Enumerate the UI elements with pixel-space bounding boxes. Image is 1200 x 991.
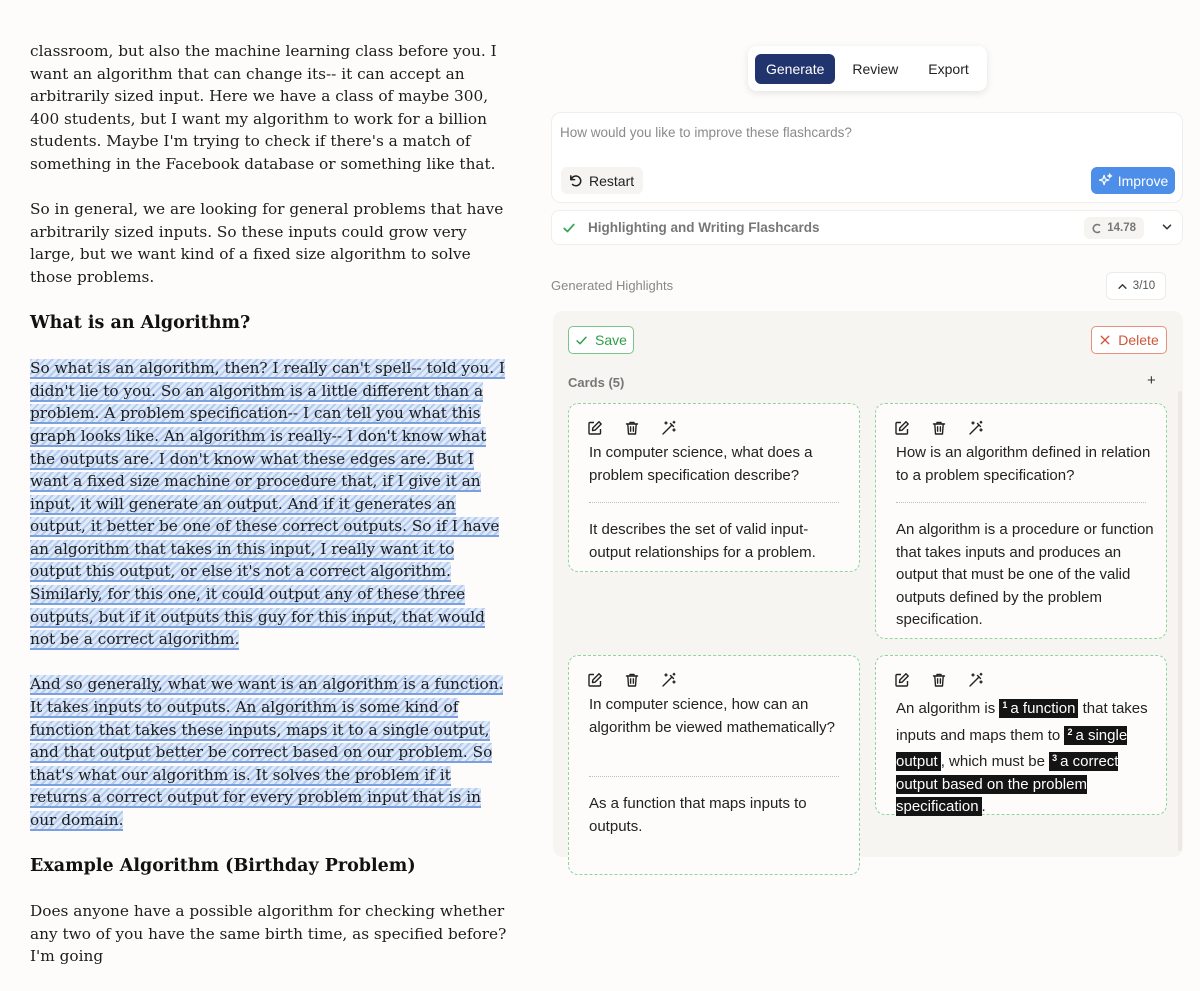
tab-export[interactable]: Export bbox=[928, 60, 969, 77]
paragraph-highlight-1[interactable] bbox=[30, 357, 510, 651]
improve-label: Improve bbox=[1117, 172, 1169, 189]
paragraph-classroom: classroom, but also the machine learning class before you. I want an algorithm that can change its-- it can accept an arbitrarily sized input. Here we have a class of maybe 300, 400 students, but I want my algorithm to work for a billion students. Maybe I'm trying to check if there's a match of something in the Facebook database or something like that. bbox=[30, 42, 497, 173]
cloze-plain-text: , which must be bbox=[940, 753, 1050, 771]
pager-count: 3/10 bbox=[1132, 280, 1156, 292]
card-divider bbox=[589, 502, 839, 503]
improve-button[interactable] bbox=[1091, 167, 1175, 194]
cloze-number: 2 bbox=[1067, 726, 1073, 737]
save-label: Save bbox=[595, 332, 627, 348]
flashcard-1 bbox=[568, 403, 860, 572]
cards-scrollbar[interactable] bbox=[1178, 391, 1182, 851]
card-answer[interactable]: An algorithm is a procedure or function that takes inputs and produces an output that must be one of the valid outputs defined by the problem specification. bbox=[896, 521, 1154, 629]
generated-highlights-title: Generated Highlights bbox=[551, 278, 674, 293]
highlight-span-1[interactable]: So what is an algorithm, then? I really can't spell-- told you. I didn't lie to you. So an algorithm is a little different than a problem. A problem specification-- I can tell you what this graph looks like. An algorithm is really-- I don't know what the outputs are. I don't know what these edges are. But I want a fixed size machine or procedure that, if I give it an input, it will generate an output. And if it generates an output, it better be one of these correct outputs. So if I have an algorithm that takes in this input, I really want it to output this output, or else it's not a correct algorithm. Similarly, for this one, it could output any of these three outputs, but if it outputs this guy for this input, that would not be a correct algorithm. bbox=[30, 359, 505, 649]
card-question[interactable]: In computer science, what does a problem specification describe? bbox=[589, 444, 813, 484]
cost-value: 14.78 bbox=[1107, 222, 1136, 234]
delete-button[interactable] bbox=[1091, 326, 1167, 354]
improve-input[interactable] bbox=[560, 121, 1160, 143]
tab-generate[interactable]: Generate bbox=[755, 54, 835, 84]
highlight-span-2[interactable]: And so generally, what we want is an algorithm is a function. It takes inputs to outputs. An algorithm is some kind of function that takes these inputs, maps it to a single output, and that output better be correct based on our problem. So that's what our algorithm is. It solves the problem if it returns a correct output for every problem input that is in our domain. bbox=[30, 675, 504, 829]
improve-prompt-box bbox=[551, 112, 1183, 203]
edit-icon[interactable] bbox=[585, 418, 605, 438]
cloze-deletion-1[interactable] bbox=[999, 699, 1078, 718]
cloze-number: 3 bbox=[1052, 753, 1058, 764]
paragraph-general: So in general, we are looking for general problems that have arbitrarily sized inputs. So these inputs could grow very large, but we want kind of a fixed size algorithm to solve those problems. bbox=[30, 200, 504, 286]
card-toolbar bbox=[892, 418, 986, 438]
trash-icon[interactable] bbox=[929, 670, 949, 690]
chevron-down-icon[interactable] bbox=[1160, 220, 1174, 234]
mode-tabs bbox=[748, 46, 987, 91]
flashcard-2 bbox=[875, 403, 1167, 639]
cloze-answer: a single output bbox=[896, 726, 1128, 771]
restart-button[interactable] bbox=[561, 167, 643, 194]
card-question[interactable]: In computer science, how can an algorithm be viewed mathematically? bbox=[589, 696, 835, 736]
sparkle-icon bbox=[1098, 173, 1113, 188]
card-divider bbox=[589, 776, 839, 777]
card-toolbar bbox=[585, 670, 679, 690]
card-answer[interactable]: As a function that maps inputs to outputs. bbox=[589, 795, 807, 835]
cards-title: Cards (5) bbox=[568, 375, 625, 390]
cloze-plain-text: that takes inputs and maps them to bbox=[896, 700, 1148, 744]
cloze-number: 1 bbox=[1002, 700, 1008, 710]
card-divider bbox=[896, 502, 1146, 503]
trash-icon[interactable] bbox=[622, 418, 642, 438]
progress-status-bar[interactable] bbox=[551, 210, 1183, 245]
restart-label: Restart bbox=[589, 172, 635, 189]
cloze-answer: a correct output based on the problem specification bbox=[896, 753, 1119, 816]
transcript-content bbox=[30, 40, 510, 991]
status-label: Highlighting and Writing Flashcards bbox=[588, 220, 820, 235]
magic-wand-icon[interactable] bbox=[966, 418, 986, 438]
save-button[interactable] bbox=[568, 326, 634, 354]
highlight-pager[interactable] bbox=[1106, 272, 1166, 300]
close-icon bbox=[1099, 334, 1111, 346]
add-card-button[interactable]: + bbox=[1147, 372, 1156, 389]
edit-icon[interactable] bbox=[585, 670, 605, 690]
card-answer[interactable]: It describes the set of valid input-output relationships for a problem. bbox=[589, 521, 816, 561]
delete-label: Delete bbox=[1118, 332, 1159, 348]
card-toolbar bbox=[892, 670, 986, 690]
card-toolbar bbox=[585, 418, 679, 438]
cost-icon bbox=[1092, 223, 1101, 234]
chevron-up-icon[interactable] bbox=[1117, 281, 1128, 292]
edit-icon[interactable] bbox=[892, 670, 912, 690]
cost-badge bbox=[1084, 217, 1144, 239]
transcript-reader bbox=[0, 0, 530, 966]
edit-icon[interactable] bbox=[892, 418, 912, 438]
tab-review[interactable]: Review bbox=[852, 60, 899, 77]
card-question[interactable]: How is an algorithm defined in relation to a problem specification? bbox=[896, 444, 1151, 484]
flashcard-cloze bbox=[875, 655, 1167, 815]
trash-icon[interactable] bbox=[929, 418, 949, 438]
cloze-plain-text: An algorithm is bbox=[896, 700, 1000, 717]
magic-wand-icon[interactable] bbox=[659, 418, 679, 438]
paragraph-highlight-2[interactable] bbox=[30, 673, 510, 831]
trash-icon[interactable] bbox=[622, 670, 642, 690]
highlight-detail-panel bbox=[553, 311, 1183, 857]
restart-icon bbox=[568, 173, 583, 188]
paragraph-example: Does anyone have a possible algorithm for checking whether any two of you have the same birth time, as specified before? I'm going bbox=[30, 902, 507, 966]
flashcard-3 bbox=[568, 655, 860, 875]
check-icon bbox=[575, 334, 588, 347]
magic-wand-icon[interactable] bbox=[659, 670, 679, 690]
heading-what-is-algorithm: What is an Algorithm? bbox=[30, 313, 251, 334]
magic-wand-icon[interactable] bbox=[966, 670, 986, 690]
cloze-text[interactable] bbox=[896, 694, 1151, 819]
heading-example-algorithm: Example Algorithm (Birthday Problem) bbox=[30, 856, 416, 877]
check-icon bbox=[562, 221, 576, 235]
cloze-plain-text: . bbox=[981, 798, 986, 816]
cloze-answer: a function bbox=[1010, 700, 1076, 717]
